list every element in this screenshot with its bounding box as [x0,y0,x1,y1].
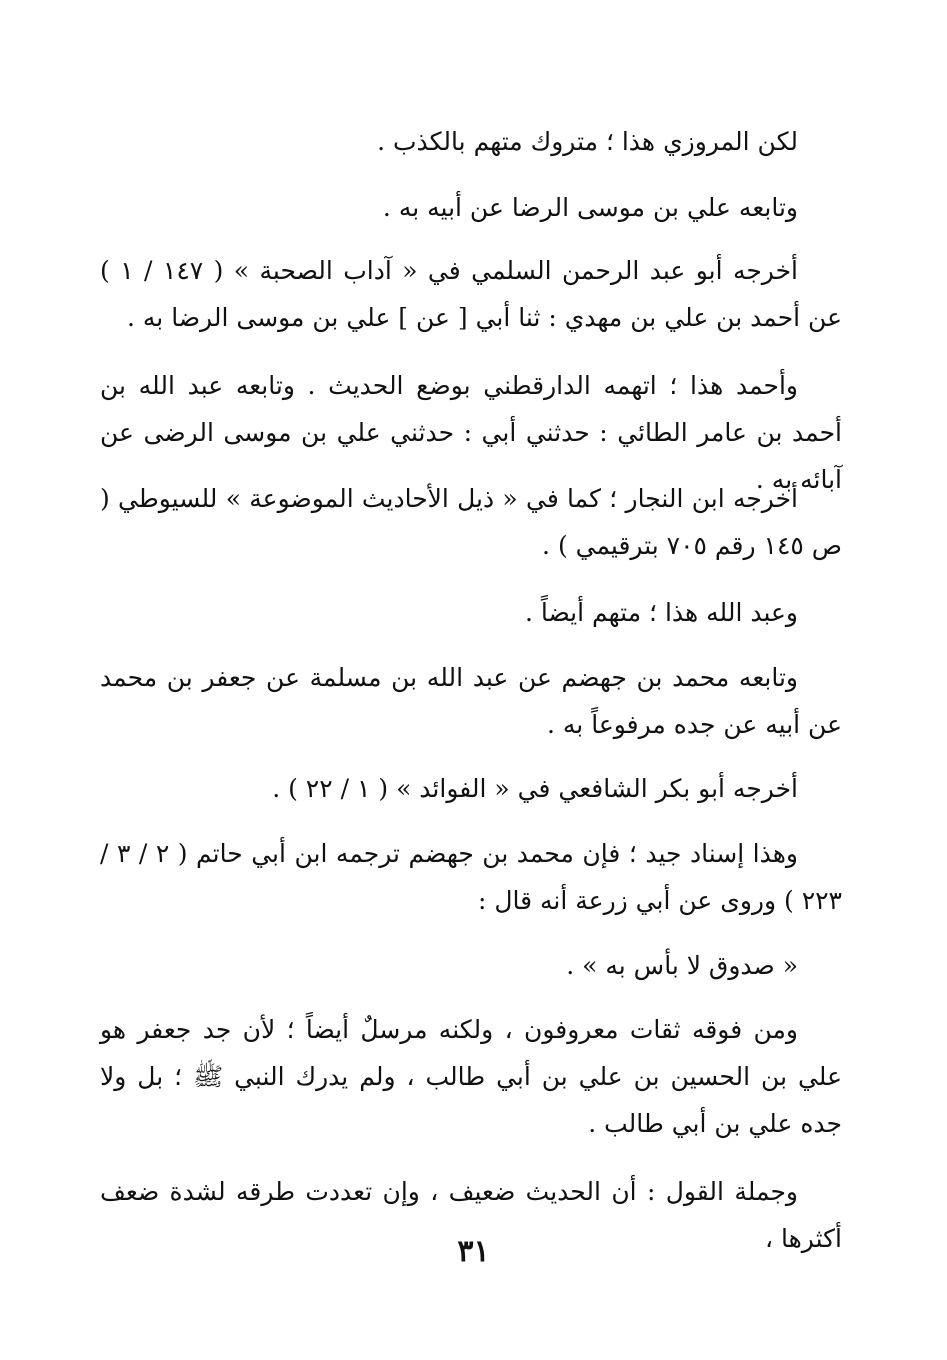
paragraph-quote-saduq: « صدوق لا بأس به » . [566,951,798,980]
paragraph-ahmad-accused: وأحمد هذا ؛ اتهمه الدارقطني بوضع الحديث . وتابعه عبد الله بن أحمد بن عامر الطائي : حدثني أبي : حدثني علي بن موسى الرضى عن آبائه به . [100,371,842,494]
paragraph-mursal: ومن فوقه ثقات معروفون ، ولكنه مرسلٌ أيضاً ؛ لأن جد جعفر هو علي بن الحسين بن علي بن أبي طالب ، ولم يدرك النبي ﷺ ؛ بل ولا جده علي بن أبي طالب . [100,1015,842,1138]
paragraph-good-isnad: وهذا إسناد جيد ؛ فإن محمد بن جهضم ترجمه ابن أبي حاتم ( ٢ / ٣ / ٢٢٣ ) وروى عن أبي زرعة أنه قال : [100,839,842,915]
paragraph-conclusion: وجملة القول : أن الحديث ضعيف ، وإن تعددت طرقه لشدة ضعف أكثرها ، [100,1177,842,1253]
paragraph-shafii-fawaid: أخرجه أبو بكر الشافعي في « الفوائد » ( ١ / ٢٢ ) . [272,774,798,803]
paragraph-ali-bin-musa: وتابعه علي بن موسى الرضا عن أبيه به . [382,193,798,222]
page-number: ٣١ [457,1234,490,1269]
paragraph-marwazi: لكن المروزي هذا ؛ متروك متهم بالكذب . [377,127,798,156]
paragraph-abdullah-accused: وعبد الله هذا ؛ متهم أيضاً . [524,598,798,627]
paragraph-ibn-najjar: أخرجه ابن النجار ؛ كما في « ذيل الأحاديث الموضوعة » للسيوطي ( ص ١٤٥ رقم ٧٠٥ بترقيمي ) . [100,484,842,560]
paragraph-sulami-citation: أخرجه أبو عبد الرحمن السلمي في « آداب الصحبة » ( ١٤٧ / ١ ) عن أحمد بن علي بن مهدي : ثنا أبي [ عن ] علي بن موسى الرضا به . [100,256,842,332]
paragraph-muhammad-jahdam: وتابعه محمد بن جهضم عن عبد الله بن مسلمة عن جعفر بن محمد عن أبيه عن جده مرفوعاً به . [100,663,842,739]
